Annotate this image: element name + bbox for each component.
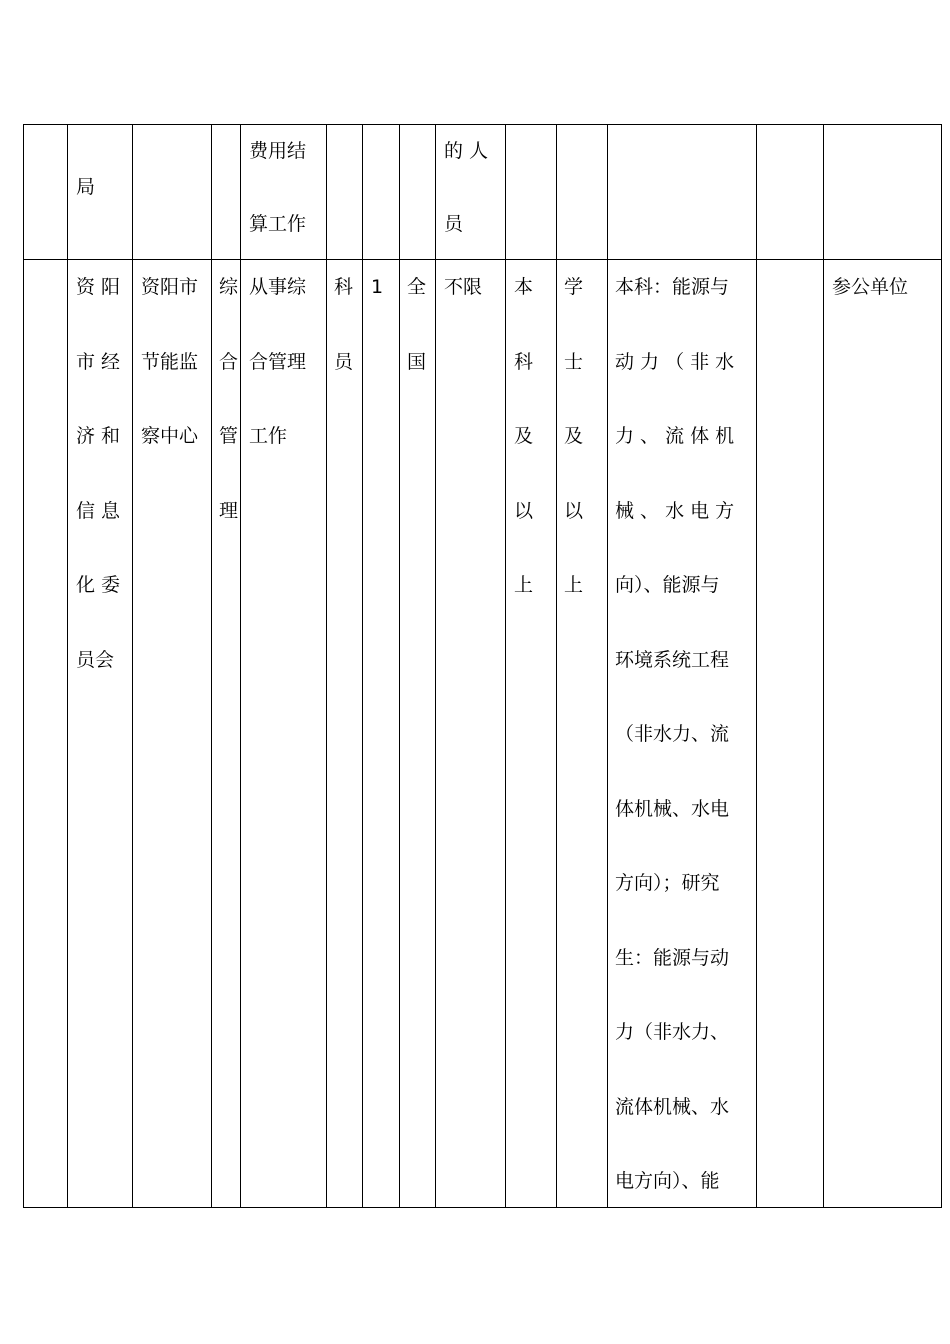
cell-text: 力（非水力、 <box>615 1021 730 1043</box>
cell-text: 参公单位 <box>832 276 909 298</box>
cell-text: 国 <box>407 350 427 373</box>
col-divider <box>756 124 757 1208</box>
cell-text: 的 人 <box>444 140 489 162</box>
condition-cell <box>444 115 498 261</box>
cell-text: 环境系统工程 <box>615 648 730 671</box>
cell-text: 电方向）、能 <box>615 1170 720 1192</box>
cell-text: 以 <box>564 499 584 522</box>
table-border-bottom <box>23 1207 942 1208</box>
cell-text: 本科：能源与 <box>615 276 730 298</box>
cell-text: 力 、 流 体 机 <box>615 425 735 447</box>
cell-text: 流体机械、水 <box>615 1095 730 1118</box>
cell-text: 上 <box>514 574 534 596</box>
remark-cell <box>832 250 936 325</box>
count-cell <box>371 250 395 325</box>
cell-text: 算工作 <box>249 213 307 235</box>
cell-text: 体机械、水电 <box>615 797 730 820</box>
cell-text: 学 <box>564 276 584 298</box>
cell-text: 员会 <box>76 648 115 671</box>
category-cell <box>219 250 241 548</box>
col-divider <box>23 124 24 1208</box>
cell-text: 士 <box>564 350 584 373</box>
cell-text: 资阳市 <box>141 276 199 298</box>
cell-text: 费用结 <box>249 140 307 162</box>
cell-text: 全 <box>407 276 427 298</box>
cell-text: 及 <box>564 425 584 447</box>
unit-cell <box>141 250 207 474</box>
cell-text: 向）、能源与 <box>615 574 720 596</box>
col-divider <box>399 124 400 1208</box>
degree-cell <box>564 250 594 623</box>
cell-text: 动 力 （ 非 水 <box>615 350 735 373</box>
table-border-right <box>941 124 942 1208</box>
cell-text: 管 <box>219 425 239 447</box>
col-divider <box>326 124 327 1208</box>
cell-text: 1 <box>371 276 384 298</box>
dept-cell <box>76 250 126 697</box>
cell-text: 市 经 <box>76 350 121 373</box>
cell-text: 科 <box>514 350 534 373</box>
col-divider <box>132 124 133 1208</box>
col-divider <box>211 124 212 1208</box>
cell-text: 综 <box>219 276 239 298</box>
cell-text: 理 <box>219 499 239 522</box>
cell-text: 本 <box>514 276 534 298</box>
dept-cell <box>76 151 124 224</box>
col-divider <box>435 124 436 1208</box>
cell-text: 局 <box>76 176 96 198</box>
cell-text: 员 <box>444 213 464 235</box>
education-cell <box>514 250 544 623</box>
cell-text: 合管理 <box>249 350 307 373</box>
cell-text: 济 和 <box>76 425 121 447</box>
cell-text: 生：能源与动 <box>615 946 730 969</box>
cell-text: 方向）；研究 <box>615 872 720 894</box>
duty-cell <box>249 115 319 261</box>
cell-text: 以 <box>514 499 534 522</box>
cell-text: 从事综 <box>249 276 307 298</box>
cell-text: （非水力、流 <box>615 723 730 745</box>
col-divider <box>556 124 557 1208</box>
cell-text: 科 <box>334 276 354 298</box>
cell-text: 及 <box>514 425 534 447</box>
cell-text: 合 <box>219 350 239 373</box>
age-cell <box>444 250 500 325</box>
cell-text: 械 、 水 电 方 <box>615 499 735 522</box>
major-cell <box>615 250 751 1219</box>
col-divider <box>67 124 68 1208</box>
cell-text: 察中心 <box>141 425 199 447</box>
cell-text: 化 委 <box>76 574 121 596</box>
cell-text: 上 <box>564 574 584 596</box>
col-divider <box>505 124 506 1208</box>
cell-text: 员 <box>334 350 354 373</box>
cell-text: 工作 <box>249 425 288 447</box>
col-divider <box>362 124 363 1208</box>
cell-text: 不限 <box>444 276 483 298</box>
position-cell <box>334 250 358 399</box>
cell-text: 资 阳 <box>76 276 121 298</box>
duty-cell <box>249 250 321 474</box>
col-divider <box>823 124 824 1208</box>
cell-text: 信 息 <box>76 499 121 522</box>
col-divider <box>607 124 608 1208</box>
region-cell <box>407 250 431 399</box>
cell-text: 节能监 <box>141 350 199 373</box>
